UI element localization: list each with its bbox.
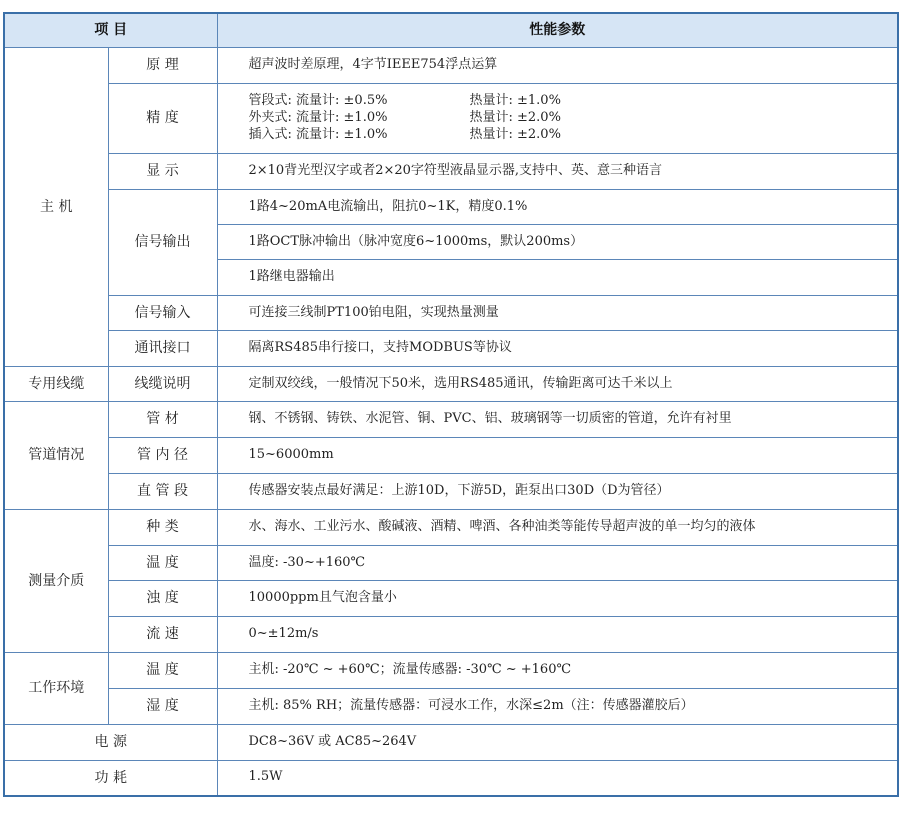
label-pipe-material: 管 材	[108, 402, 217, 438]
accuracy-insert: 插入式: 流量计: ±1.0%	[248, 126, 388, 142]
group-host: 主 机	[4, 48, 108, 367]
value-medium-kind: 水、海水、工业污水、酸碱液、酒精、啤酒、各种油类等能传导超声波的单一均匀的液体	[217, 510, 898, 546]
table-row	[4, 84, 898, 154]
label-humidity: 湿 度	[108, 689, 217, 725]
value-pipe-material: 钢、不锈钢、铸铁、水泥管、铜、PVC、铝、玻璃钢等一切质密的管道，允许有衬里	[217, 402, 898, 438]
accuracy-line	[249, 110, 898, 127]
value-velocity: 0~±12m/s	[217, 617, 898, 653]
accuracy-heat-pipe: 热量计: ±1.0%	[469, 93, 561, 109]
table-row	[4, 474, 898, 510]
value-power: DC8~36V 或 AC85~264V	[217, 725, 898, 761]
group-pipe: 管道情况	[4, 402, 108, 510]
table-row	[4, 546, 898, 581]
label-power: 电 源	[4, 725, 217, 761]
label-accuracy: 精 度	[108, 84, 217, 154]
table-row	[4, 296, 898, 331]
value-turbidity: 10000ppm且气泡含量小	[217, 581, 898, 617]
accuracy-clamp: 外夹式: 流量计: ±1.0%	[248, 110, 388, 126]
value-principle: 超声波时差原理，4字节IEEE754浮点运算	[217, 48, 898, 84]
value-signal-output-1: 1路4~20mA电流输出，阻抗0~1K，精度0.1%	[217, 190, 898, 225]
accuracy-line	[249, 127, 898, 144]
label-consumption: 功 耗	[4, 761, 217, 796]
value-straight-pipe: 传感器安装点最好满足：上游10D，下游5D，距泵出口30D（D为管径）	[217, 474, 898, 510]
label-display: 显 示	[108, 154, 217, 190]
label-cable: 线缆说明	[108, 367, 217, 402]
label-turbidity: 浊 度	[108, 581, 217, 617]
table-row	[4, 653, 898, 689]
label-medium-kind: 种 类	[108, 510, 217, 546]
group-cable: 专用线缆	[4, 367, 108, 402]
accuracy-heat-insert: 热量计: ±2.0%	[469, 126, 561, 142]
label-signal-input: 信号输入	[108, 296, 217, 331]
label-env-temp: 温 度	[108, 653, 217, 689]
value-env-temp: 主机: -20℃ ~ +60℃；流量传感器: -30℃ ~ +160℃	[217, 653, 898, 689]
accuracy-heat-clamp: 热量计: ±2.0%	[469, 110, 561, 126]
table-row	[4, 725, 898, 761]
value-accuracy	[217, 84, 898, 154]
group-env: 工作环境	[4, 653, 108, 725]
table-row	[4, 154, 898, 190]
accuracy-line	[249, 93, 898, 110]
value-comm: 隔离RS485串行接口，支持MODBUS等协议	[217, 331, 898, 367]
spec-table	[3, 12, 899, 797]
table-row	[4, 689, 898, 725]
table-row	[4, 510, 898, 546]
label-straight-pipe: 直 管 段	[108, 474, 217, 510]
table-row	[4, 761, 898, 796]
header-item: 项 目	[4, 13, 217, 48]
label-principle: 原 理	[108, 48, 217, 84]
accuracy-insertion-pipe: 管段式: 流量计: ±0.5%	[248, 93, 388, 109]
table-row	[4, 617, 898, 653]
table-row	[4, 438, 898, 474]
label-medium-temp: 温 度	[108, 546, 217, 581]
label-signal-output: 信号输出	[108, 190, 217, 296]
value-humidity: 主机: 85% RH；流量传感器：可浸水工作，水深≤2m（注：传感器灌胶后）	[217, 689, 898, 725]
value-medium-temp: 温度: -30~+160℃	[217, 546, 898, 581]
table-row	[4, 367, 898, 402]
label-comm: 通讯接口	[108, 331, 217, 367]
value-signal-output-3: 1路继电器输出	[217, 260, 898, 296]
table-row	[4, 48, 898, 84]
label-pipe-diameter: 管 内 径	[108, 438, 217, 474]
value-signal-output-2: 1路OCT脉冲输出（脉冲宽度6~1000ms，默认200ms）	[217, 225, 898, 260]
header-performance: 性能参数	[217, 13, 898, 48]
label-velocity: 流 速	[108, 617, 217, 653]
value-signal-input: 可连接三线制PT100铂电阻，实现热量测量	[217, 296, 898, 331]
table-row	[4, 581, 898, 617]
value-display: 2×10背光型汉字或者2×20字符型液晶显示器,支持中、英、意三种语言	[217, 154, 898, 190]
table-row	[4, 190, 898, 225]
value-cable: 定制双绞线，一般情况下50米，选用RS485通讯，传输距离可达千米以上	[217, 367, 898, 402]
value-consumption: 1.5W	[217, 761, 898, 796]
table-row	[4, 402, 898, 438]
header-row	[4, 13, 898, 48]
table-row	[4, 331, 898, 367]
value-pipe-diameter: 15~6000mm	[217, 438, 898, 474]
group-medium: 测量介质	[4, 510, 108, 653]
